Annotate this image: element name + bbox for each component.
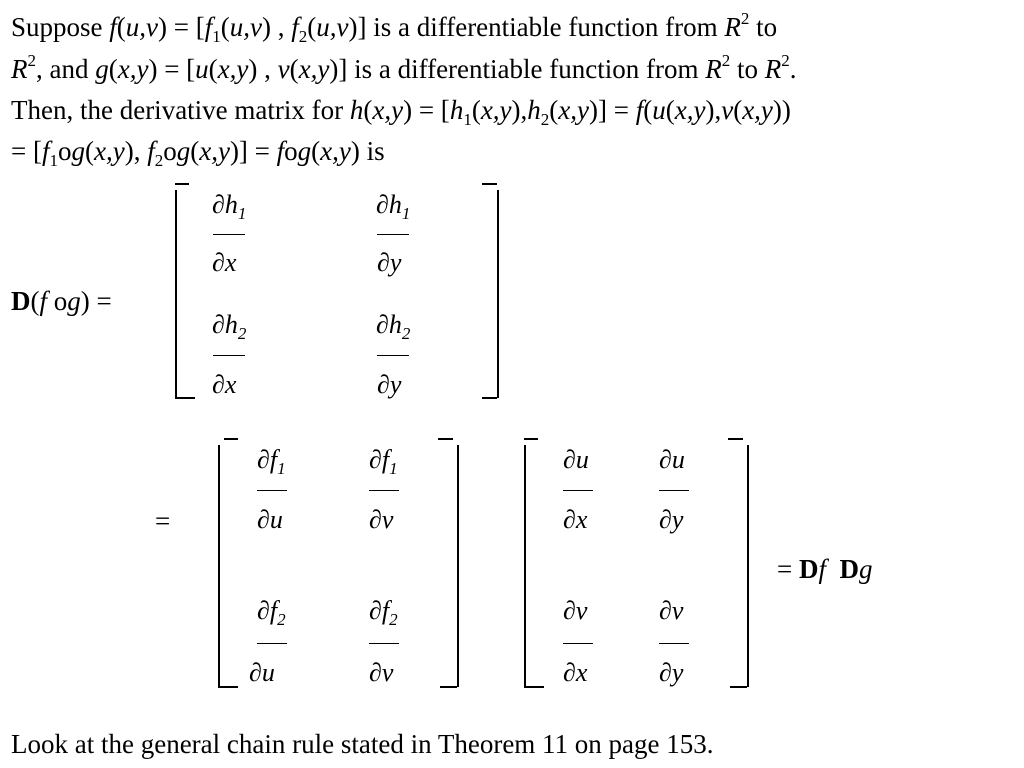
m1-bar bbox=[213, 234, 245, 235]
m2-d11: ∂u bbox=[257, 505, 283, 534]
m1-d12: ∂y bbox=[377, 248, 402, 277]
m1-bar bbox=[377, 355, 409, 356]
footer-note: Look at the general chain rule stated in Theorem 11 on page 153. bbox=[11, 729, 714, 759]
m3-n11: ∂u bbox=[563, 445, 589, 474]
bracket-tick bbox=[482, 183, 497, 185]
m2-d21: ∂u bbox=[249, 658, 275, 687]
intro-line-1: Suppose $f(u,v) = [f_1(u,v)$ , $f_2(u,v)$] is a differentiable function from $R^2$ to bbox=[11, 9, 778, 46]
intro-line-2: $R^2$, and g(x,y) = [u(x,y) , v(x,y)] is a differentiable function from $R^2$ to $R^2$. bbox=[11, 51, 797, 84]
matrix-2-left-bracket bbox=[218, 445, 220, 687]
m3-d21: ∂x bbox=[563, 658, 588, 687]
m3-n12: ∂u bbox=[659, 445, 685, 474]
m3-bar bbox=[563, 643, 593, 644]
bracket-tick bbox=[482, 397, 497, 399]
m1-d22: ∂y bbox=[377, 370, 402, 399]
m1-d21: ∂x bbox=[212, 370, 237, 399]
m2-d12: ∂v bbox=[369, 505, 394, 534]
bracket-tick bbox=[440, 686, 457, 688]
m1-n11: $\partial h_1$ bbox=[212, 190, 247, 223]
m2-bar bbox=[257, 490, 287, 491]
bracket-tick bbox=[175, 397, 195, 399]
bracket-tick bbox=[438, 438, 453, 440]
equals-sign: = bbox=[155, 506, 171, 536]
m1-bar bbox=[213, 355, 245, 356]
m2-n22: $\partial f_2$ bbox=[369, 596, 398, 629]
m2-n11: $\partial f_1$ bbox=[257, 445, 286, 478]
bracket-tick bbox=[730, 686, 747, 688]
matrix-1-left-bracket bbox=[175, 190, 177, 398]
bracket-tick bbox=[524, 686, 544, 688]
matrix-2-right-bracket bbox=[457, 445, 459, 687]
m1-bar bbox=[377, 234, 409, 235]
m2-n21: $\partial f_2$ bbox=[257, 596, 286, 629]
m3-d11: ∂x bbox=[563, 505, 588, 534]
bracket-tick bbox=[728, 438, 743, 440]
m3-n22: ∂v bbox=[659, 596, 684, 625]
lhs-label: D(f og) = bbox=[11, 286, 112, 316]
matrix-3-left-bracket bbox=[524, 445, 526, 687]
m2-n12: $\partial f_1$ bbox=[369, 445, 398, 478]
bracket-tick bbox=[175, 183, 189, 185]
m2-bar bbox=[369, 643, 399, 644]
intro-line-4: = [$f_1og(x,y)$, $f_2og(x,y)] = fog(x,y)$ is bbox=[11, 136, 385, 170]
m2-bar bbox=[257, 643, 287, 644]
m3-n21: ∂v bbox=[563, 596, 588, 625]
m1-n21: $\partial h_2$ bbox=[212, 310, 247, 343]
bracket-tick bbox=[218, 686, 238, 688]
m1-n22: $\partial h_2$ bbox=[376, 310, 411, 343]
m1-d11: ∂x bbox=[212, 248, 237, 277]
matrix-1-right-bracket bbox=[497, 190, 499, 398]
m3-d22: ∂y bbox=[659, 658, 684, 687]
intro-line-3: Then, the derivative matrix for $h(x,y) = [h_1(x,y),h_2(x,y)] = f(u(x,y),v(x,y))$ bbox=[11, 95, 791, 129]
matrix-3-right-bracket bbox=[747, 445, 749, 687]
m3-bar bbox=[563, 490, 593, 491]
m2-d22: ∂v bbox=[369, 658, 394, 687]
m1-n12: $\partial h_1$ bbox=[376, 190, 411, 223]
m2-bar bbox=[369, 490, 399, 491]
m3-bar bbox=[659, 490, 689, 491]
rhs-product: = Df Dg bbox=[777, 554, 873, 584]
bracket-tick bbox=[224, 438, 238, 440]
bracket-tick bbox=[524, 438, 538, 440]
m3-d12: ∂y bbox=[659, 505, 684, 534]
m3-bar bbox=[659, 643, 689, 644]
